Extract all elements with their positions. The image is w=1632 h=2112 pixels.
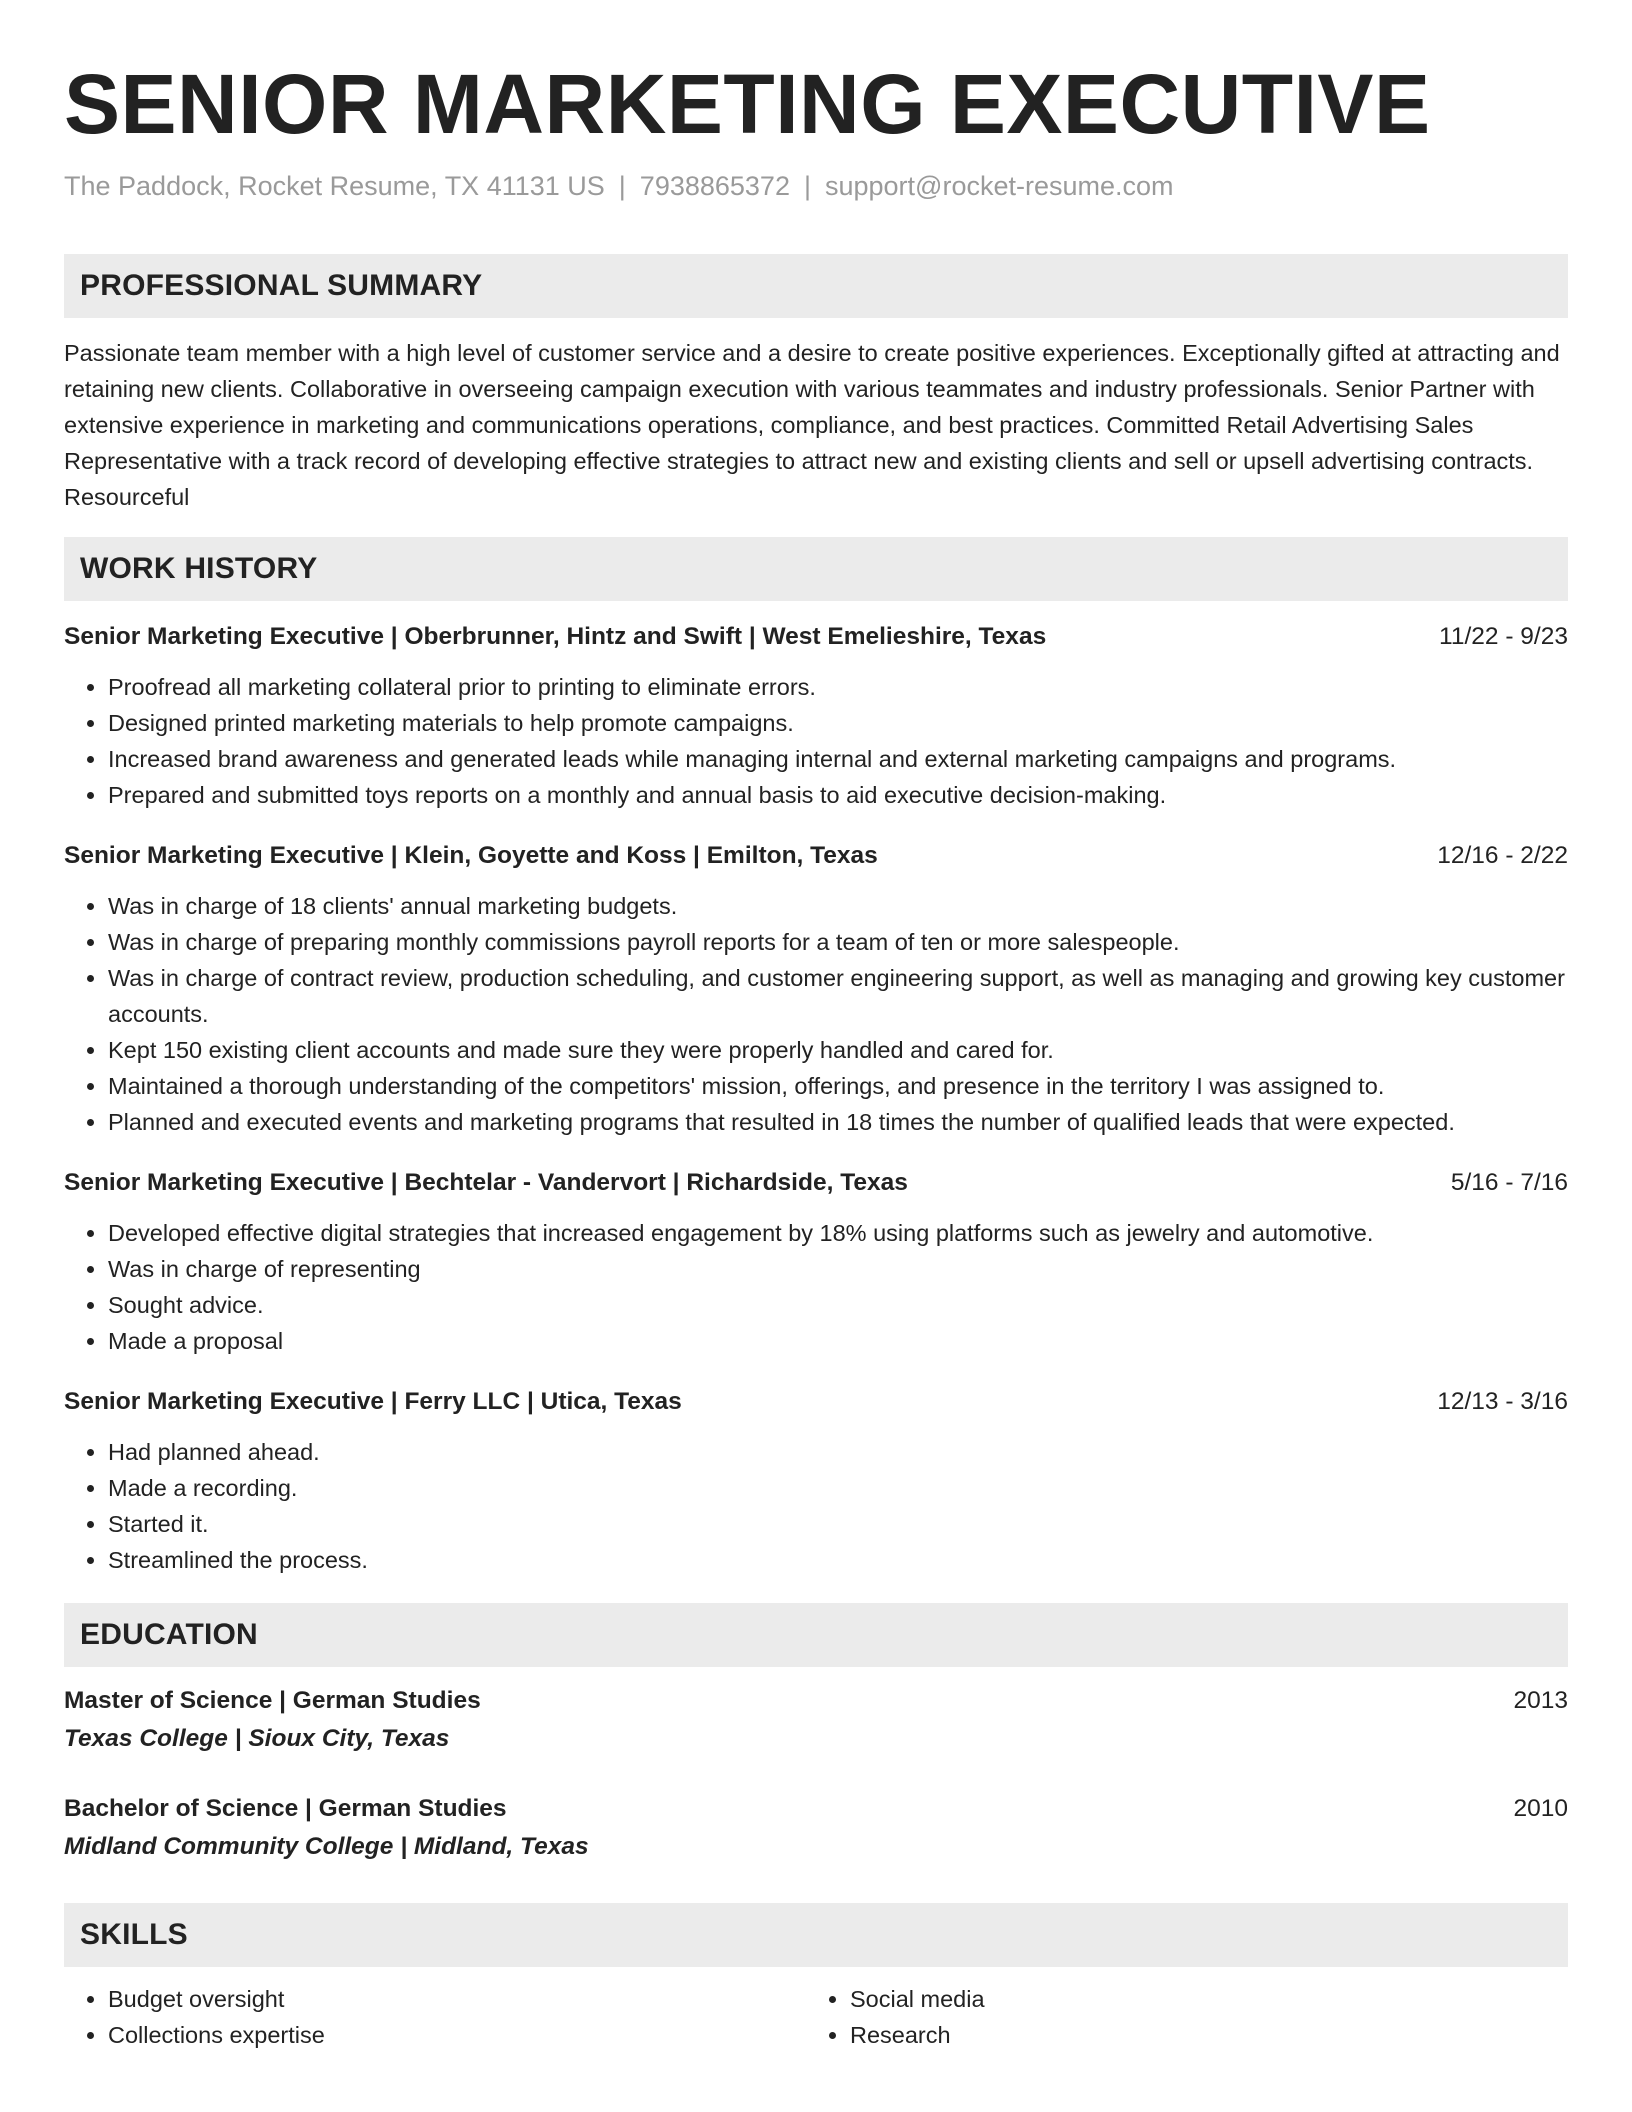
resume-name: SENIOR MARKETING EXECUTIVE (64, 57, 1431, 151)
education-entry (64, 1791, 1568, 1865)
job-dates: 5/16 - 7/16 (1450, 1169, 1568, 1196)
job-bullet: • Streamlined the process. (108, 1542, 1568, 1578)
job-bullet: • Designed printed marketing materials to help promote campaigns. (108, 705, 1568, 741)
skills-column-left (64, 1981, 806, 2053)
job-entry (64, 838, 1568, 1140)
job-bullets (64, 669, 1568, 813)
job-bullet: • Kept 150 existing client accounts and made sure they were properly handled and cared for. (108, 1032, 1568, 1068)
education-degree: Master of Science | German Studies (64, 1687, 481, 1714)
job-bullets (64, 888, 1568, 1140)
job-bullet: • Increased brand awareness and generated leads while managing internal and external marketing campaigns and programs. (108, 741, 1568, 777)
job-bullet: • Was in charge of preparing monthly commissions payroll reports for a team of ten or more salespeople. (108, 924, 1568, 960)
section-title: PROFESSIONAL SUMMARY (80, 269, 483, 302)
job-bullet: • Was in charge of contract review, production scheduling, and customer engineering support, as well as managing and growing key customer accounts. (108, 960, 1568, 1032)
job-entry (64, 619, 1568, 813)
contact-separator: | (618, 171, 626, 201)
job-bullet: • Sought advice. (108, 1287, 1568, 1323)
section-title: EDUCATION (80, 1618, 258, 1651)
section-header-skills (64, 1903, 1568, 1967)
skills-column-right (806, 1981, 1548, 2053)
section-title: WORK HISTORY (80, 552, 318, 585)
job-entry (64, 1165, 1568, 1359)
education-degree: Bachelor of Science | German Studies (64, 1795, 507, 1822)
job-bullet: • Started it. (108, 1506, 1568, 1542)
contact-address: The Paddock, Rocket Resume, TX 41131 US (64, 171, 605, 201)
job-title: Senior Marketing Executive | Oberbrunner, Hintz and Swift | West Emelieshire, Texas (64, 623, 1047, 650)
section-title: SKILLS (80, 1918, 188, 1951)
job-title: Senior Marketing Executive | Ferry LLC | Utica, Texas (64, 1388, 682, 1415)
skill-item: • Budget oversight (108, 1981, 806, 2017)
education-year: 2013 (1513, 1687, 1568, 1714)
job-bullet: • Planned and executed events and marketing programs that resulted in 18 times the number of qualified leads that were expected. (108, 1104, 1568, 1140)
summary-text: Passionate team member with a high level of customer service and a desire to create positive experiences. Exceptionally gifted at attracting and retaining new clients. Collaborative in overseeing campaign execution with various teammates and industry professionals. Senior Partner with extensive experience in marketing and communications operations, compliance, and best practices. Committed Retail Advertising Sales Representative with a track record of developing effective strategies to attract new and existing clients and sell or upsell advertising contracts. Resourceful (64, 340, 1560, 510)
education-year: 2010 (1513, 1795, 1568, 1822)
job-bullet: • Prepared and submitted toys reports on a monthly and annual basis to aid executive decision-making. (108, 777, 1568, 813)
education-school: Midland Community College | Midland, Texas (64, 1833, 589, 1860)
job-bullet: • Had planned ahead. (108, 1434, 1568, 1470)
job-bullet: • Proofread all marketing collateral prior to printing to eliminate errors. (108, 669, 1568, 705)
job-dates: 11/22 - 9/23 (1439, 623, 1568, 650)
contact-phone: 7938865372 (639, 171, 790, 201)
job-entry (64, 1384, 1568, 1578)
section-header-work-history (64, 537, 1568, 601)
education-entry (64, 1683, 1568, 1757)
job-bullet: • Was in charge of representing (108, 1251, 1568, 1287)
job-bullet: • Maintained a thorough understanding of the competitors' mission, offerings, and presence in the territory I was assigned to. (108, 1068, 1568, 1104)
education-school: Texas College | Sioux City, Texas (64, 1725, 450, 1752)
contact-line (64, 168, 1568, 204)
job-bullet: • Made a proposal (108, 1323, 1568, 1359)
job-bullet: • Developed effective digital strategies that increased engagement by 18% using platforms such as jewelry and automotive. (108, 1215, 1568, 1251)
job-title: Senior Marketing Executive | Bechtelar - Vandervort | Richardside, Texas (64, 1169, 908, 1196)
job-bullet: • Made a recording. (108, 1470, 1568, 1506)
contact-separator: | (803, 171, 811, 201)
job-bullets (64, 1434, 1568, 1578)
section-header-education (64, 1603, 1568, 1667)
job-bullets (64, 1215, 1568, 1359)
job-title: Senior Marketing Executive | Klein, Goyette and Koss | Emilton, Texas (64, 842, 878, 869)
contact-email: support@rocket-resume.com (824, 171, 1174, 201)
skill-item: • Collections expertise (108, 2017, 806, 2053)
skill-item: • Social media (850, 1981, 1548, 2017)
job-dates: 12/16 - 2/22 (1437, 842, 1568, 869)
job-dates: 12/13 - 3/16 (1437, 1388, 1568, 1415)
section-header-summary (64, 254, 1568, 318)
job-bullet: • Was in charge of 18 clients' annual marketing budgets. (108, 888, 1568, 924)
skills-list (64, 1981, 1568, 2053)
skill-item: • Research (850, 2017, 1548, 2053)
